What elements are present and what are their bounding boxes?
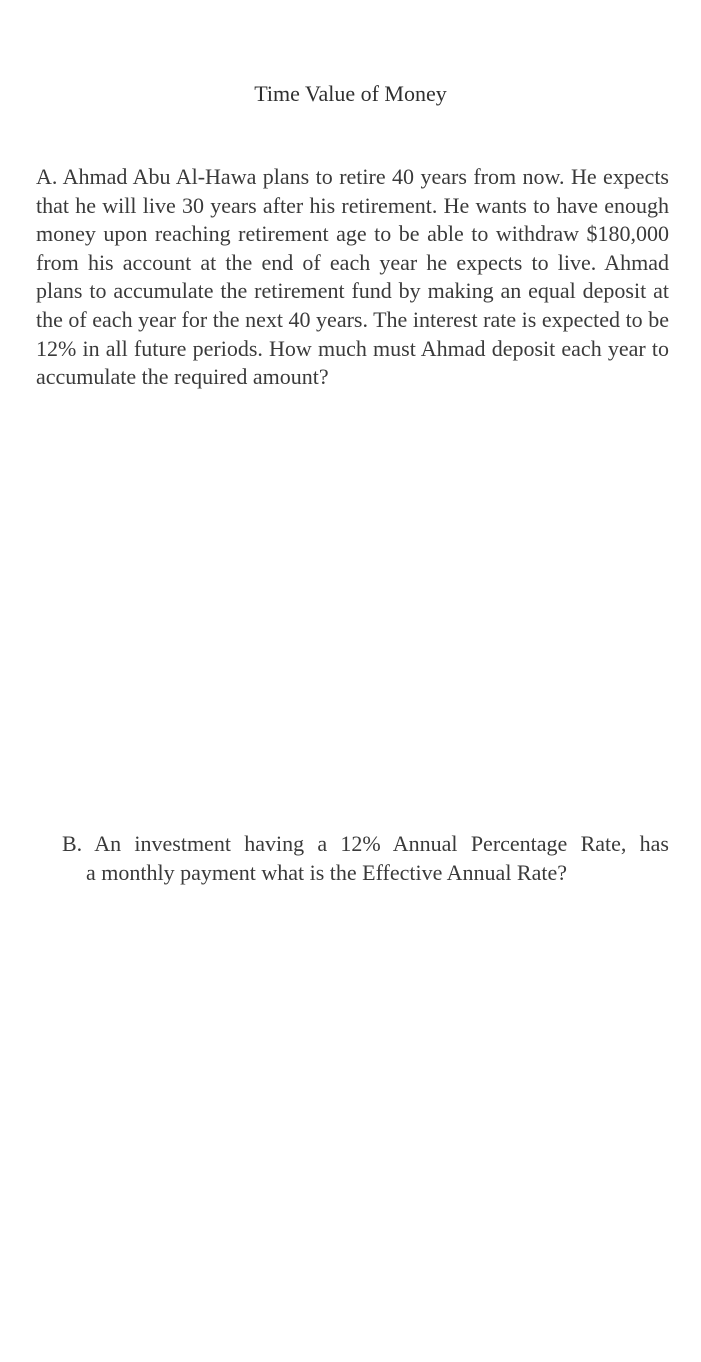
- problem-b-line-2: a monthly payment what is the Effective Annual Rate?: [86, 859, 568, 885]
- problem-b-text: [62, 830, 669, 887]
- document-title: Time Value of Money: [254, 81, 447, 106]
- problem-b-line-1: B. An investment having a 12% Annual Percentage Rate, has: [62, 831, 669, 856]
- problem-a-text: A. Ahmad Abu Al-Hawa plans to retire 40 years from now. He expects that he will live 30 years after his retirement. He wants to have enough money upon reaching retirement age to be able to withdraw $180,000 from his account at the end of each year he expects to live. Ahmad plans to accumulate the retirement fund by making an equal deposit at the of each year for the next 40 years. The interest rate is expected to be 12% in all future periods. How much must Ahmad deposit each year to accumulate the required amount?: [36, 164, 669, 390]
